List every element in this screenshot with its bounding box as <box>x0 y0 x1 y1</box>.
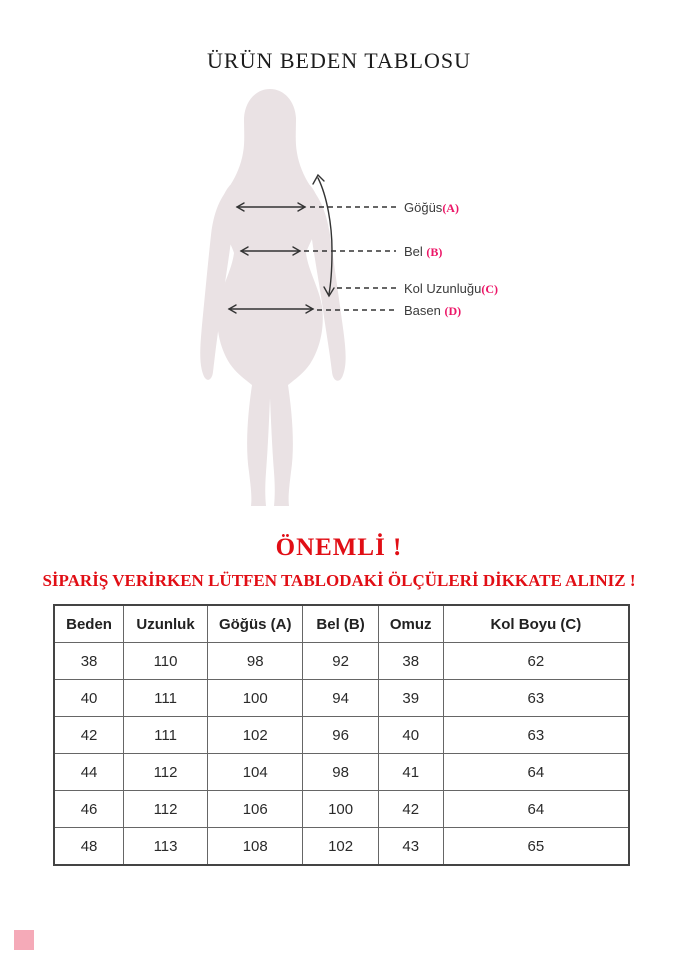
size-table <box>53 604 630 866</box>
table-cell: 41 <box>378 754 443 791</box>
table-cell: 102 <box>303 828 378 866</box>
table-row <box>54 643 629 680</box>
table-cell: 62 <box>443 643 629 680</box>
table-cell: 65 <box>443 828 629 866</box>
table-cell: 92 <box>303 643 378 680</box>
waist-arrow <box>241 247 300 255</box>
measurement-name: Göğüs <box>404 200 443 215</box>
leader-lines <box>304 207 396 310</box>
column-header-bel: Bel (B) <box>303 605 378 643</box>
table-cell: 106 <box>208 791 303 828</box>
measurement-label-waist <box>404 244 442 259</box>
measurement-letter: (B) <box>426 245 443 259</box>
table-cell: 113 <box>124 828 208 866</box>
table-cell: 96 <box>303 717 378 754</box>
measurement-label-arm-length <box>404 281 498 296</box>
female-silhouette <box>200 89 345 506</box>
measurement-letter: (C) <box>481 282 498 296</box>
size-table-container <box>53 604 630 866</box>
table-cell: 111 <box>124 680 208 717</box>
table-cell: 40 <box>378 717 443 754</box>
table-cell: 39 <box>378 680 443 717</box>
table-cell: 38 <box>54 643 124 680</box>
table-cell: 104 <box>208 754 303 791</box>
silhouette-left-arm <box>200 184 240 380</box>
hip-arrow <box>229 305 313 313</box>
table-cell: 43 <box>378 828 443 866</box>
table-cell: 46 <box>54 791 124 828</box>
table-cell: 100 <box>208 680 303 717</box>
table-cell: 112 <box>124 754 208 791</box>
table-cell: 42 <box>54 717 124 754</box>
silhouette-body <box>217 183 323 506</box>
table-row <box>54 754 629 791</box>
warning-subheading: SİPARİŞ VERİRKEN LÜTFEN TABLODAKİ ÖLÇÜLERİ DİKKATE ALINIZ ! <box>42 571 636 590</box>
measurement-name: Kol Uzunluğu <box>404 281 482 296</box>
measurement-name: Bel <box>404 244 427 259</box>
chest-arrow <box>237 203 305 211</box>
arm-length-arrow <box>313 175 334 296</box>
warning-heading: ÖNEMLİ ! <box>275 534 403 561</box>
table-cell: 48 <box>54 828 124 866</box>
table-cell: 98 <box>303 754 378 791</box>
column-header-uzunluk: Uzunluk <box>124 605 208 643</box>
measurement-label-hip <box>404 303 461 318</box>
table-cell: 94 <box>303 680 378 717</box>
table-row <box>54 680 629 717</box>
table-header-row <box>54 605 629 643</box>
table-cell: 40 <box>54 680 124 717</box>
table-cell: 100 <box>303 791 378 828</box>
table-cell: 98 <box>208 643 303 680</box>
table-cell: 111 <box>124 717 208 754</box>
table-cell: 38 <box>378 643 443 680</box>
table-cell: 102 <box>208 717 303 754</box>
table-cell: 44 <box>54 754 124 791</box>
column-header-kol-boyu: Kol Boyu (C) <box>443 605 629 643</box>
table-cell: 63 <box>443 680 629 717</box>
table-cell: 110 <box>124 643 208 680</box>
column-header-gogus: Göğüs (A) <box>208 605 303 643</box>
silhouette-right-arm <box>300 184 346 381</box>
table-cell: 63 <box>443 717 629 754</box>
measurement-name: Basen <box>404 303 445 318</box>
measurement-letter: (A) <box>442 201 459 215</box>
table-cell: 64 <box>443 791 629 828</box>
column-header-omuz: Omuz <box>378 605 443 643</box>
table-row <box>54 828 629 866</box>
measurement-arrows <box>229 175 334 313</box>
table-cell: 42 <box>378 791 443 828</box>
column-header-beden: Beden <box>54 605 124 643</box>
table-cell: 64 <box>443 754 629 791</box>
measurement-letter: (D) <box>444 304 462 318</box>
table-cell: 112 <box>124 791 208 828</box>
table-row <box>54 717 629 754</box>
silhouette-hair-head <box>231 89 309 189</box>
measurement-label-chest <box>404 200 459 215</box>
table-cell: 108 <box>208 828 303 866</box>
page-title: ÜRÜN BEDEN TABLOSU <box>207 48 471 73</box>
table-row <box>54 791 629 828</box>
pink-watermark-square <box>14 930 34 950</box>
